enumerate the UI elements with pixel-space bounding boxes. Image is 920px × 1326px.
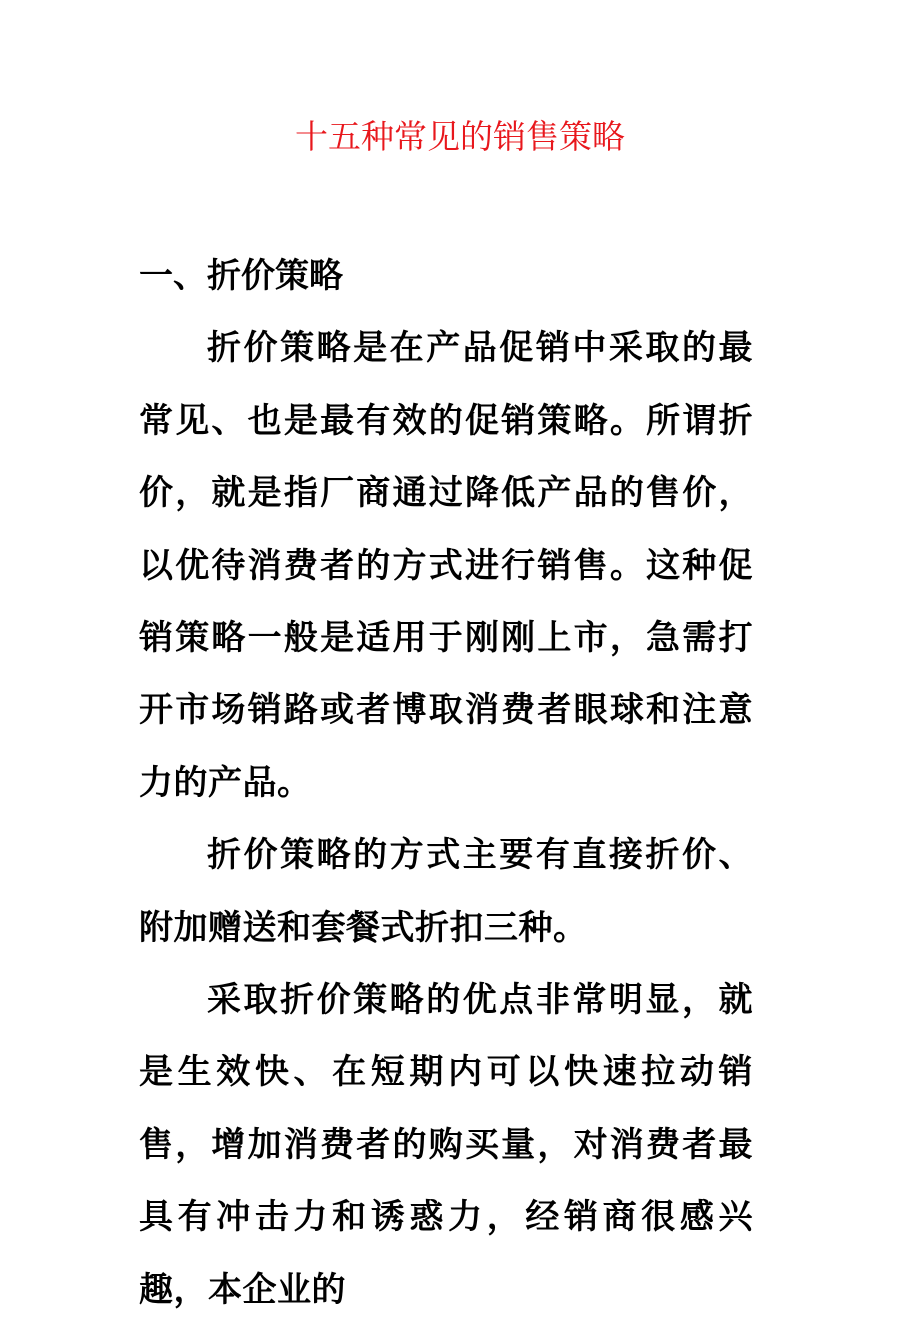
paragraph-methods: 折价策略的方式主要有直接折价、附加赠送和套餐式折扣三种。 [139, 835, 753, 948]
paragraph-advantages: 采取折价策略的优点非常明显，就是生效快、在短期内可以快速拉动销售，增加消费者的购买量，对消费者最具有冲击力和诱惑力，经销商很感兴趣，本企业的 [139, 980, 753, 1310]
document-title: 十五种常见的销售策略 [295, 117, 625, 156]
document-body [139, 240, 753, 1326]
paragraph-intro: 折价策略是在产品促销中采取的最常见、也是最有效的促销策略。所谓折价，就是指厂商通过降低产品的售价，以优待消费者的方式进行销售。这种促销策略一般是适用于刚刚上市，急需打开市场销路或者博取消费者眼球和注意力的产品。 [139, 328, 753, 803]
section-heading: 一、折价策略 [139, 256, 343, 296]
